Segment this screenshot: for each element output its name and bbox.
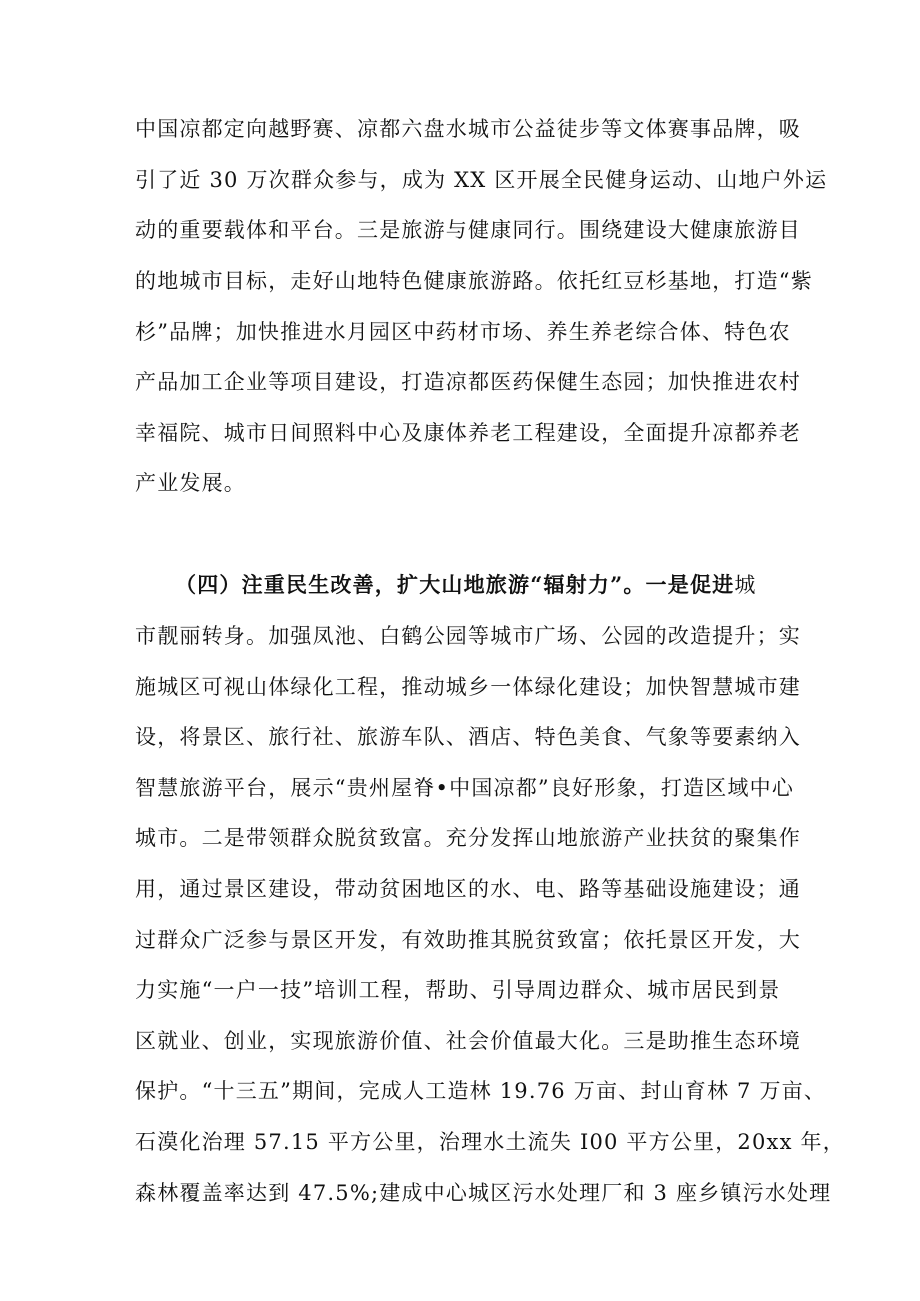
paragraph2-line-4: 智慧旅游平台，展示“贵州屋脊•中国凉都”良好形象，打造区域中心 [135, 776, 795, 800]
paragraph2-line-1: 市靓丽转身。加强凤池、白鹤公园等城市广场、公园的改造提升；实 [135, 624, 801, 648]
section-heading: （四）注重民生改善，扩大山地旅游“辐射力”。一是促进 [175, 572, 735, 597]
paragraph1-line-1: 中国凉都定向越野赛、凉都六盘水城市公益徒步等文体赛事品牌，吸 [135, 117, 801, 141]
paragraph2-line-2: 施城区可视山体绿化工程，推动城乡一体绿化建设；加快智慧城市建 [135, 675, 801, 699]
paragraph1-line-7: 幸福院、城市日间照料中心及康体养老工程建设，全面提升凉都养老 [135, 421, 801, 445]
paragraph2-line-3: 设，将景区、旅行社、旅游车队、酒店、特色美食、气象等要素纳入 [135, 725, 801, 749]
paragraph2-line-6: 用，通过景区建设，带动贫困地区的水、电、路等基础设施建设；通 [135, 877, 801, 901]
paragraph1-line-5: 杉”品牌；加快推进水月园区中药材市场、养生养老综合体、特色农 [135, 320, 791, 344]
paragraph2-line-12: 森林覆盖率达到 47.5%;建成中心城区污水处理厂和 3 座乡镇污水处理 [135, 1181, 832, 1205]
paragraph1-line-6: 产品加工企业等项目建设，打造凉都医药保健生态园；加快推进农村 [135, 370, 801, 394]
section-heading-tail: 城 [734, 573, 757, 597]
paragraph2-line-7: 过群众广泛参与景区开发，有效助推其脱贫致富；依托景区开发，大 [135, 928, 801, 952]
paragraph1-line-4: 的地城市目标，走好山地特色健康旅游路。依托红豆杉基地，打造“紫 [135, 269, 813, 293]
section-heading-line [175, 570, 757, 600]
paragraph1-line-3: 动的重要载体和平台。三是旅游与健康同行。围绕建设大健康旅游目 [135, 218, 801, 242]
paragraph2-line-5: 城市。二是带领群众脱贫致富。充分发挥山地旅游产业扶贫的聚集作 [135, 826, 801, 850]
paragraph2-line-11: 石漠化治理 57.15 平方公里，治理水土流失 I00 平方公里，20xx 年， [135, 1130, 845, 1154]
paragraph2-line-8: 力实施“一户一技”培训工程，帮助、引导周边群众、城市居民到景 [135, 978, 781, 1002]
paragraph2-line-9: 区就业、创业，实现旅游价值、社会价值最大化。三是助推生态环境 [135, 1029, 801, 1053]
paragraph1-line-2: 引了近 30 万次群众参与，成为 XX 区开展全民健身运动、山地户外运 [135, 168, 828, 192]
paragraph1-line-8: 产业发展。 [135, 471, 246, 495]
paragraph2-line-10: 保护。“十三五”期间，完成人工造林 19.76 万亩、封山育林 7 万亩、 [135, 1079, 827, 1103]
